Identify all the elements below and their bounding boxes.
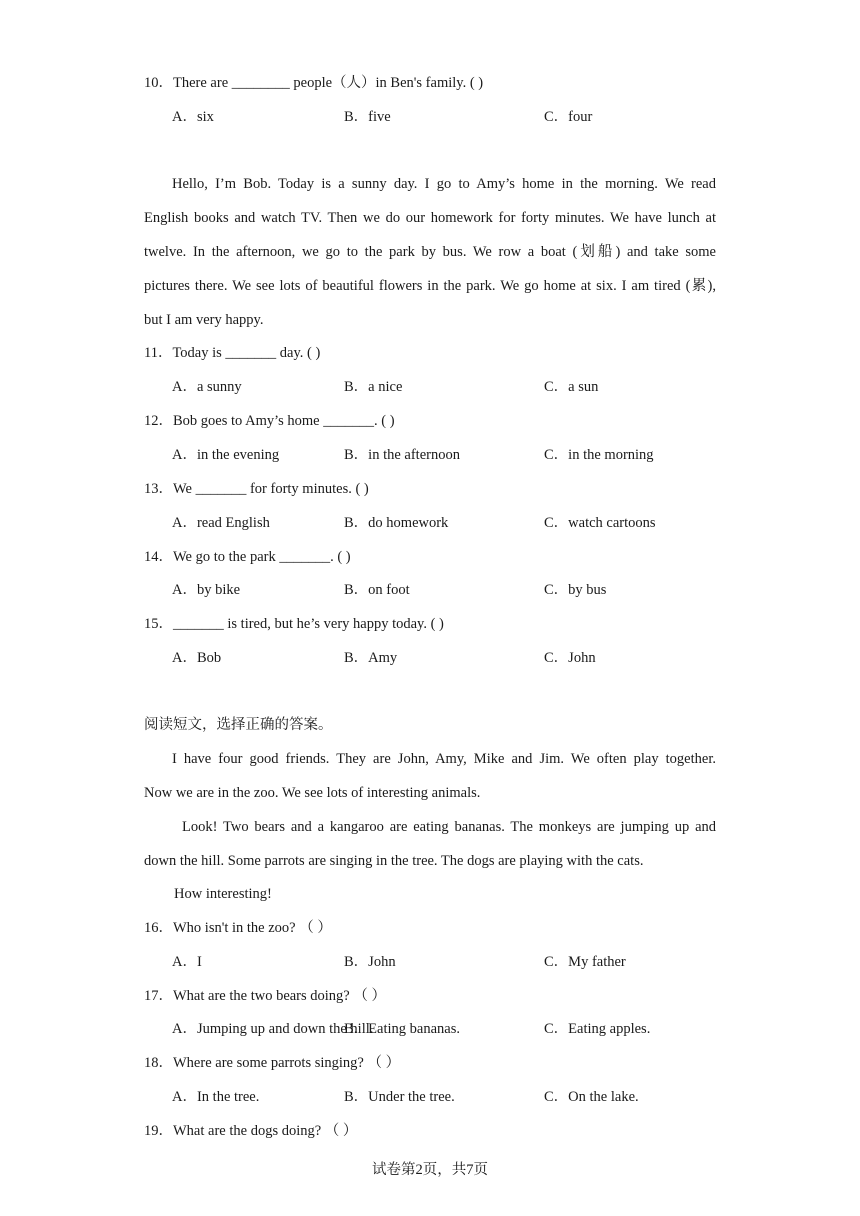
question-12-option-a: A．in the evening	[172, 447, 280, 463]
question-14-option-a: A．by bike	[172, 582, 241, 598]
question-15-option-b: B．Amy	[344, 650, 398, 666]
question-17-option-a: A．Jumping up and down the hill.	[172, 1021, 374, 1037]
question-11-option-c: C．a sun	[544, 379, 599, 395]
passage-2-line-1: I have four good friends. They are John, Amy, Mike and Jim. We often play together.	[172, 751, 716, 767]
passage-2-line-4: down the hill. Some parrots are singing in the tree. The dogs are playing with the cats.	[144, 853, 644, 869]
question-11-option-a: A．a sunny	[172, 379, 242, 395]
section-instruction: 阅读短文，选择正确的答案。	[144, 717, 333, 733]
question-14-stem: 14．We go to the park _______. ( )	[144, 549, 351, 565]
question-14-option-b: B．on foot	[344, 582, 410, 598]
passage-1-line-3: twelve. In the afternoon, we go to the park by bus. We row a boat (划船) and take some	[144, 244, 716, 260]
question-11-option-b: B．a nice	[344, 379, 403, 395]
question-17-stem: 17．What are the two bears doing? （ ）	[144, 988, 386, 1004]
question-10-stem: 10．There are ________ people（人）in Ben's family. ( )	[144, 75, 484, 91]
question-12-stem: 12．Bob goes to Amy’s home _______. ( )	[144, 413, 395, 429]
question-16-option-b: B．John	[344, 954, 396, 970]
question-10-option-b: B．five	[344, 109, 391, 125]
passage-2-line-2: Now we are in the zoo. We see lots of interesting animals.	[144, 785, 481, 801]
question-16-option-a: A．I	[172, 954, 202, 970]
question-16-option-c: C．My father	[544, 954, 626, 970]
question-10-option-c: C．four	[544, 109, 593, 125]
question-18-stem: 18．Where are some parrots singing? （ ）	[144, 1055, 401, 1071]
question-14-option-c: C．by bus	[544, 582, 607, 598]
question-13-option-b: B．do homework	[344, 515, 449, 531]
question-13-option-c: C．watch cartoons	[544, 515, 656, 531]
question-18-option-c: C．On the lake.	[544, 1089, 639, 1105]
question-18-option-b: B．Under the tree.	[344, 1089, 455, 1105]
question-17-option-b: B．Eating bananas.	[344, 1021, 460, 1037]
question-15-stem: 15．_______ is tired, but he’s very happy today. ( )	[144, 616, 444, 632]
question-16-stem: 16．Who isn't in the zoo? （ ）	[144, 920, 332, 936]
question-12-option-b: B．in the afternoon	[344, 447, 460, 463]
question-18-option-a: A．In the tree.	[172, 1089, 260, 1105]
passage-1-line-5: but I am very happy.	[144, 312, 264, 328]
question-12-option-c: C．in the morning	[544, 447, 654, 463]
passage-2-line-5: How interesting!	[174, 886, 272, 902]
question-11-stem: 11．Today is _______ day. ( )	[144, 345, 321, 361]
question-15-option-a: A．Bob	[172, 650, 222, 666]
passage-1-line-2: English books and watch TV. Then we do our homework for forty minutes. We have lunch at	[144, 210, 716, 226]
question-15-option-c: C．John	[544, 650, 596, 666]
question-10-option-a: A．six	[172, 109, 214, 125]
question-13-stem: 13．We _______ for forty minutes. ( )	[144, 481, 369, 497]
passage-1-line-4: pictures there. We see lots of beautiful flowers in the park. We go home at six. I am tired (累),	[144, 278, 716, 294]
question-19-stem: 19．What are the dogs doing? （ ）	[144, 1123, 358, 1139]
passage-2-line-3: Look! Two bears and a kangaroo are eating bananas. The monkeys are jumping up and	[182, 819, 716, 835]
question-13-option-a: A．read English	[172, 515, 270, 531]
passage-1-line-1: Hello, I’m Bob. Today is a sunny day. I go to Amy’s home in the morning. We read	[172, 176, 716, 192]
question-17-option-c: C．Eating apples.	[544, 1021, 651, 1037]
page-footer: 试卷第2页，共7页	[372, 1162, 488, 1178]
